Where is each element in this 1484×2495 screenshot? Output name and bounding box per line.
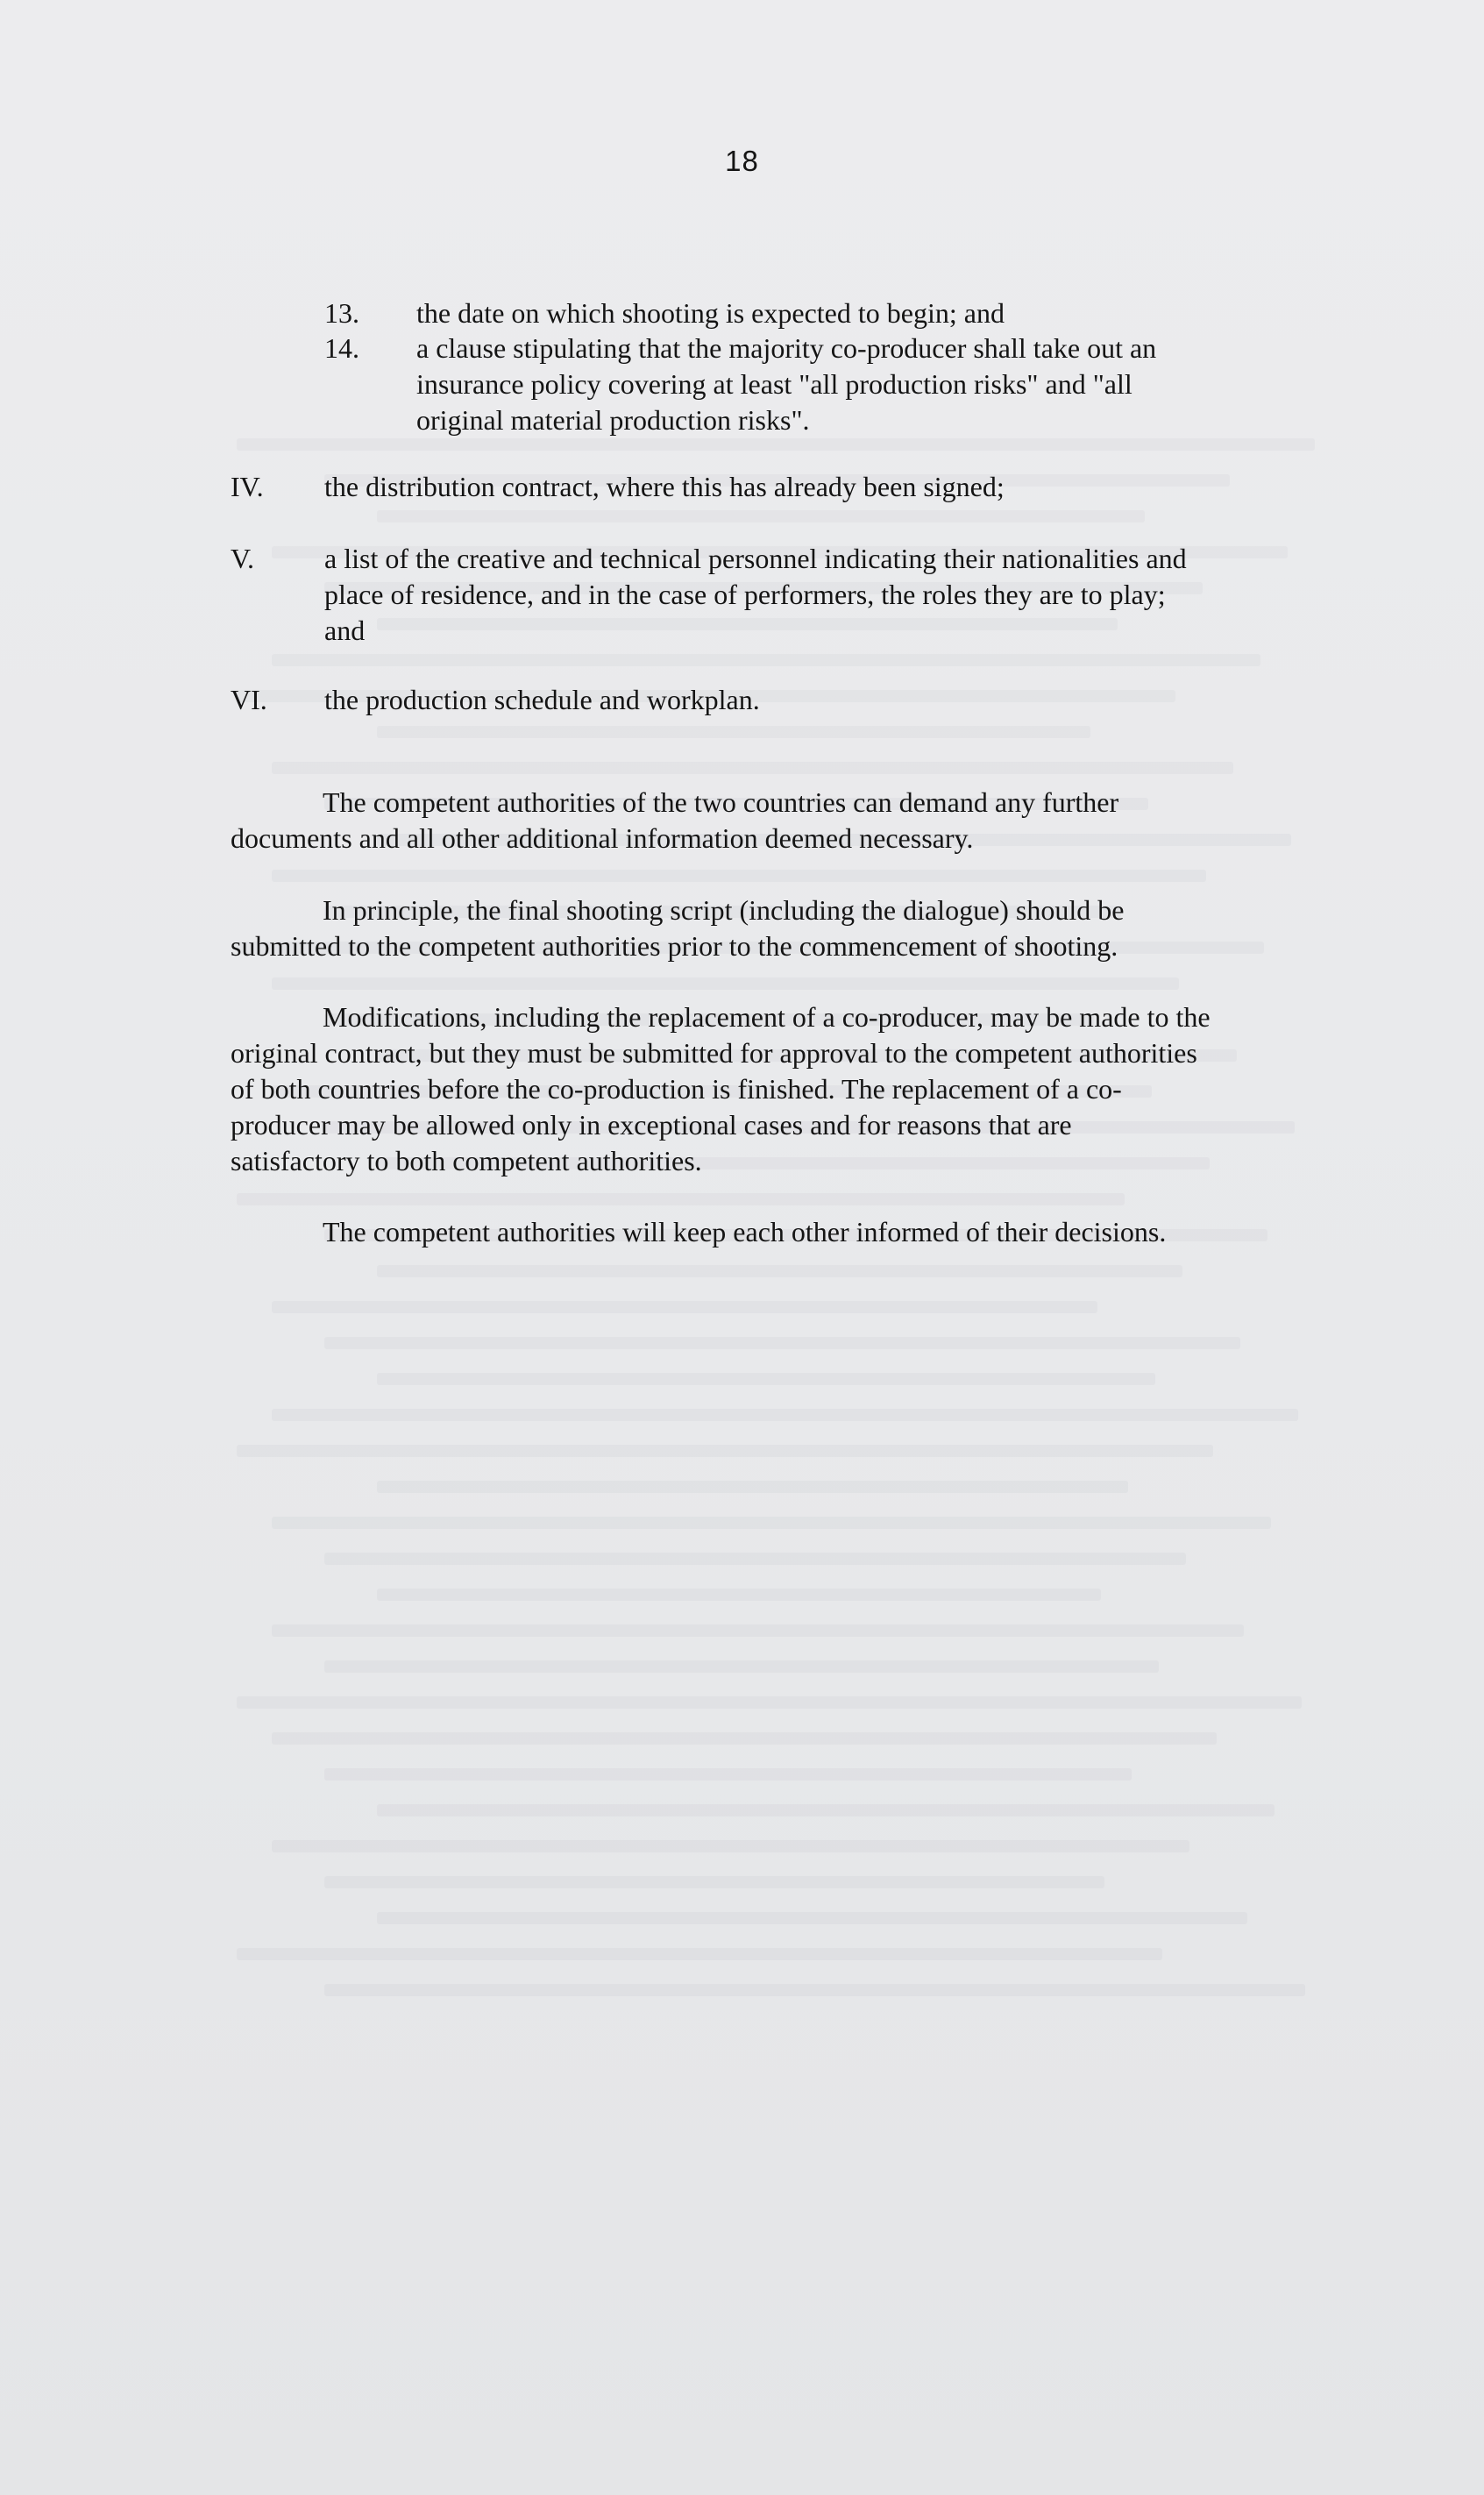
page-number: 18 xyxy=(725,145,759,177)
bleed-through-line xyxy=(377,1589,1101,1601)
section-text-line: the distribution contract, where this has already been signed; xyxy=(324,471,1005,502)
section-text-line: place of residence, and in the case of performers, the roles they are to play; xyxy=(324,579,1166,610)
paragraph-line: The competent authorities of the two countries can demand any further xyxy=(323,786,1119,818)
bleed-through-line xyxy=(377,1265,1182,1277)
paragraph-line: Modifications, including the replacement of a co-producer, may be made to the xyxy=(323,1001,1211,1033)
section-numeral: V. xyxy=(231,543,254,574)
bleed-through-line xyxy=(272,870,1206,882)
bleed-through-line xyxy=(377,726,1090,738)
paragraph-line: In principle, the final shooting script (including the dialogue) should be xyxy=(323,894,1125,926)
paragraph-line: The competent authorities will keep each other informed of their decisions. xyxy=(323,1216,1167,1248)
bleed-through-line xyxy=(272,1517,1271,1529)
item-number: 14. xyxy=(324,332,359,364)
bleed-through-line xyxy=(272,654,1260,666)
bleed-through-line xyxy=(324,1876,1104,1888)
bleed-through-line xyxy=(272,1624,1244,1637)
bleed-through-line xyxy=(237,1696,1302,1709)
paragraph-line: submitted to the competent authorities prior to the commencement of shooting. xyxy=(231,930,1118,962)
bleed-through-line xyxy=(324,1984,1305,1996)
bleed-through-line xyxy=(324,1553,1186,1565)
bleed-through-line xyxy=(237,438,1315,451)
paragraph-line: producer may be allowed only in exceptional cases and for reasons that are xyxy=(231,1109,1072,1141)
paragraph-line: documents and all other additional information deemed necessary. xyxy=(231,822,974,854)
section-text-line: and xyxy=(324,615,366,646)
item-number: 13. xyxy=(324,297,359,329)
paragraph-line: satisfactory to both competent authorities. xyxy=(231,1145,702,1176)
section-numeral: VI. xyxy=(231,684,267,715)
bleed-through-line xyxy=(237,1193,1125,1205)
bleed-through-line xyxy=(377,1481,1128,1493)
bleed-through-line xyxy=(272,1409,1298,1421)
section-text-line: a list of the creative and technical personnel indicating their nationalities and xyxy=(324,543,1187,574)
paragraph-line: original contract, but they must be submitted for approval to the competent authorities xyxy=(231,1037,1197,1069)
item-text-line: the date on which shooting is expected to begin; and xyxy=(416,297,1005,329)
bleed-through-line xyxy=(272,1301,1097,1313)
item-text-line: a clause stipulating that the majority co-producer shall take out an xyxy=(416,332,1157,364)
item-text-line: insurance policy covering at least "all production risks" and "all xyxy=(416,368,1133,400)
bleed-through-line xyxy=(324,1768,1132,1781)
bleed-through-line xyxy=(377,618,1118,630)
bleed-through-line xyxy=(272,977,1179,990)
paragraph-line: of both countries before the co-production is finished. The replacement of a co- xyxy=(231,1073,1122,1105)
bleed-through-line xyxy=(377,1373,1155,1385)
section-text-line: the production schedule and workplan. xyxy=(324,684,760,715)
bleed-through-line xyxy=(237,1445,1213,1457)
bleed-through-line xyxy=(377,1804,1275,1816)
section-numeral: IV. xyxy=(231,471,264,502)
bleed-through-line xyxy=(377,1912,1247,1924)
bleed-through-line xyxy=(272,762,1233,774)
bleed-through-line xyxy=(237,1948,1162,1960)
bleed-through-line xyxy=(324,1660,1159,1673)
bleed-through-line xyxy=(377,510,1145,522)
item-text-line: original material production risks". xyxy=(416,404,810,436)
bleed-through-line xyxy=(324,1337,1240,1349)
bleed-through-line xyxy=(272,1840,1189,1852)
bleed-through-line xyxy=(272,1732,1217,1745)
